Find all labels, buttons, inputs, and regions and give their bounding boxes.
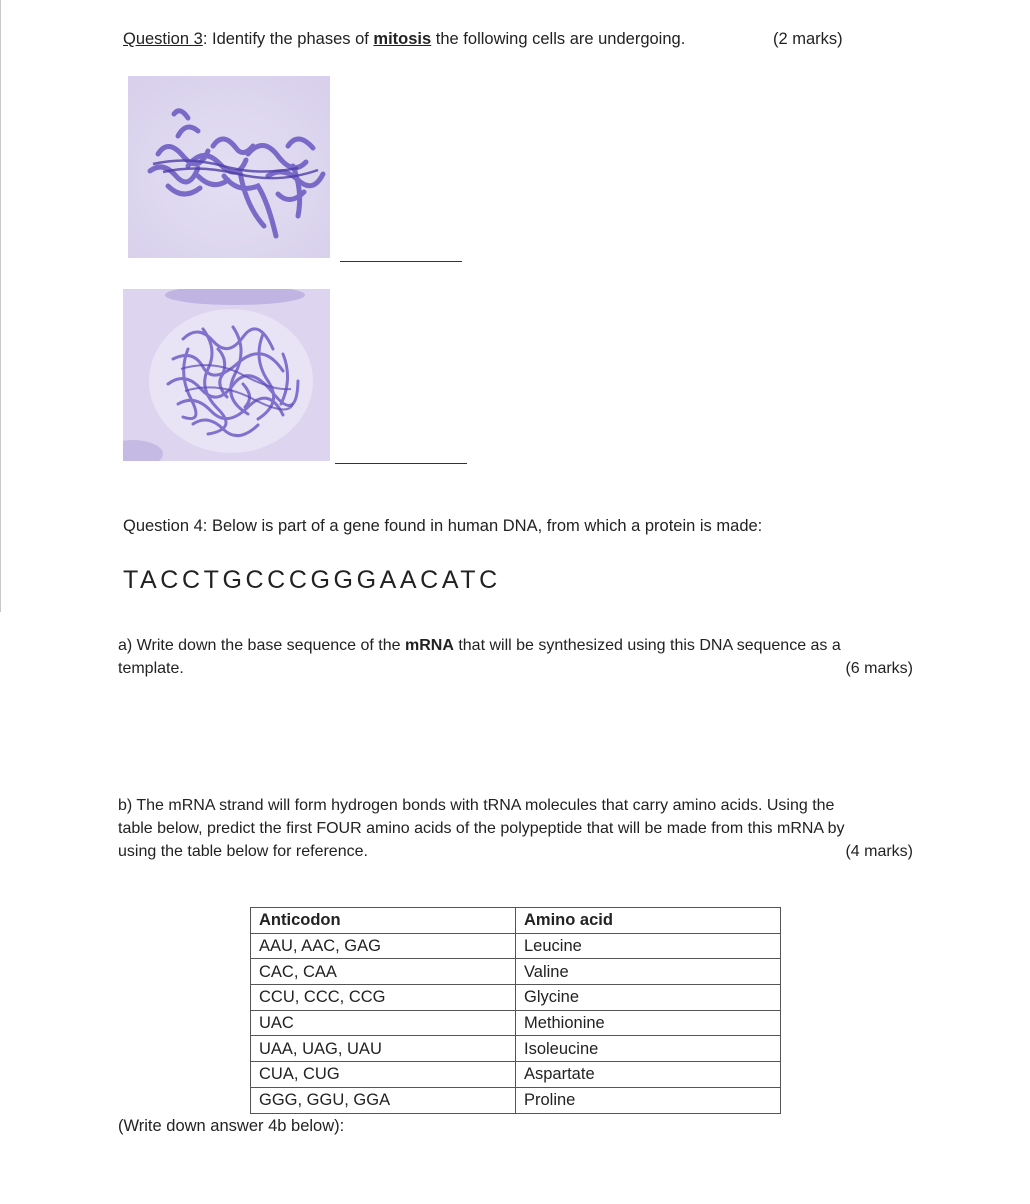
- table-row: [251, 1062, 781, 1088]
- table-header-amino-acid: Amino acid: [516, 908, 781, 934]
- table-row: [251, 985, 781, 1011]
- question-4b-line3: [118, 840, 913, 863]
- amino-acid-cell: Isoleucine: [516, 1036, 781, 1062]
- question-3-text-pre: : Identify the phases of: [202, 30, 374, 48]
- question-4a-marks: (6 marks): [845, 660, 913, 677]
- amino-acid-cell: Leucine: [516, 933, 781, 959]
- question-4a: [118, 634, 913, 680]
- anticodon-cell: UAA, UAG, UAU: [251, 1036, 516, 1062]
- answer-blank-2[interactable]: [335, 463, 467, 464]
- table-row: [251, 1036, 781, 1062]
- cell-micrograph-1: [128, 76, 330, 258]
- anticodon-table: [250, 907, 781, 1114]
- question-4a-text-post: that will be synthesized using this DNA sequence as a: [453, 637, 841, 654]
- question-4a-keyword: mRNA: [405, 637, 454, 654]
- question-4b-line1: b) The mRNA strand will form hydrogen bonds with tRNA molecules that carry amino acids. Using the: [118, 797, 835, 814]
- anticodon-cell: CAC, CAA: [251, 959, 516, 985]
- page-left-border: [0, 0, 1, 612]
- table-header-anticodon: Anticodon: [251, 908, 516, 934]
- question-4a-line1: [118, 634, 913, 657]
- answer-note: (Write down answer 4b below):: [118, 1117, 345, 1135]
- table-row: [251, 959, 781, 985]
- question-3-marks: (2 marks): [773, 30, 843, 48]
- question-3-heading: [123, 30, 685, 49]
- question-4b-line3-text: using the table below for reference.: [118, 843, 368, 860]
- question-4b: [118, 794, 913, 863]
- question-3-keyword: mitosis: [373, 30, 432, 48]
- dna-sequence: TACCTGCCCGGGAACATC: [123, 566, 501, 594]
- cell-micrograph-2: [123, 289, 330, 461]
- question-4b-line2: table below, predict the first FOUR amino acids of the polypeptide that will be made from this mRNA by: [118, 820, 845, 837]
- answer-blank-1[interactable]: [340, 261, 462, 262]
- question-4a-line2-text: template.: [118, 660, 184, 677]
- anticodon-cell: CUA, CUG: [251, 1062, 516, 1088]
- anticodon-cell: GGG, GGU, GGA: [251, 1087, 516, 1113]
- anticodon-cell: UAC: [251, 1010, 516, 1036]
- anticodon-cell: CCU, CCC, CCG: [251, 985, 516, 1011]
- amino-acid-cell: Valine: [516, 959, 781, 985]
- question-3-number: Question 3: [123, 30, 203, 48]
- question-4a-text-pre: a) Write down the base sequence of the: [118, 637, 405, 654]
- amino-acid-cell: Glycine: [516, 985, 781, 1011]
- question-4a-line2: [118, 657, 913, 680]
- amino-acid-cell: Aspartate: [516, 1062, 781, 1088]
- question-4-intro: Question 4: Below is part of a gene found in human DNA, from which a protein is made:: [123, 517, 763, 535]
- question-3-text-post: the following cells are undergoing.: [431, 30, 686, 48]
- amino-acid-cell: Methionine: [516, 1010, 781, 1036]
- table-header-row: [251, 908, 781, 934]
- question-4b-marks: (4 marks): [845, 843, 913, 860]
- table-row: [251, 1087, 781, 1113]
- table-row: [251, 933, 781, 959]
- table-row: [251, 1010, 781, 1036]
- anticodon-cell: AAU, AAC, GAG: [251, 933, 516, 959]
- amino-acid-cell: Proline: [516, 1087, 781, 1113]
